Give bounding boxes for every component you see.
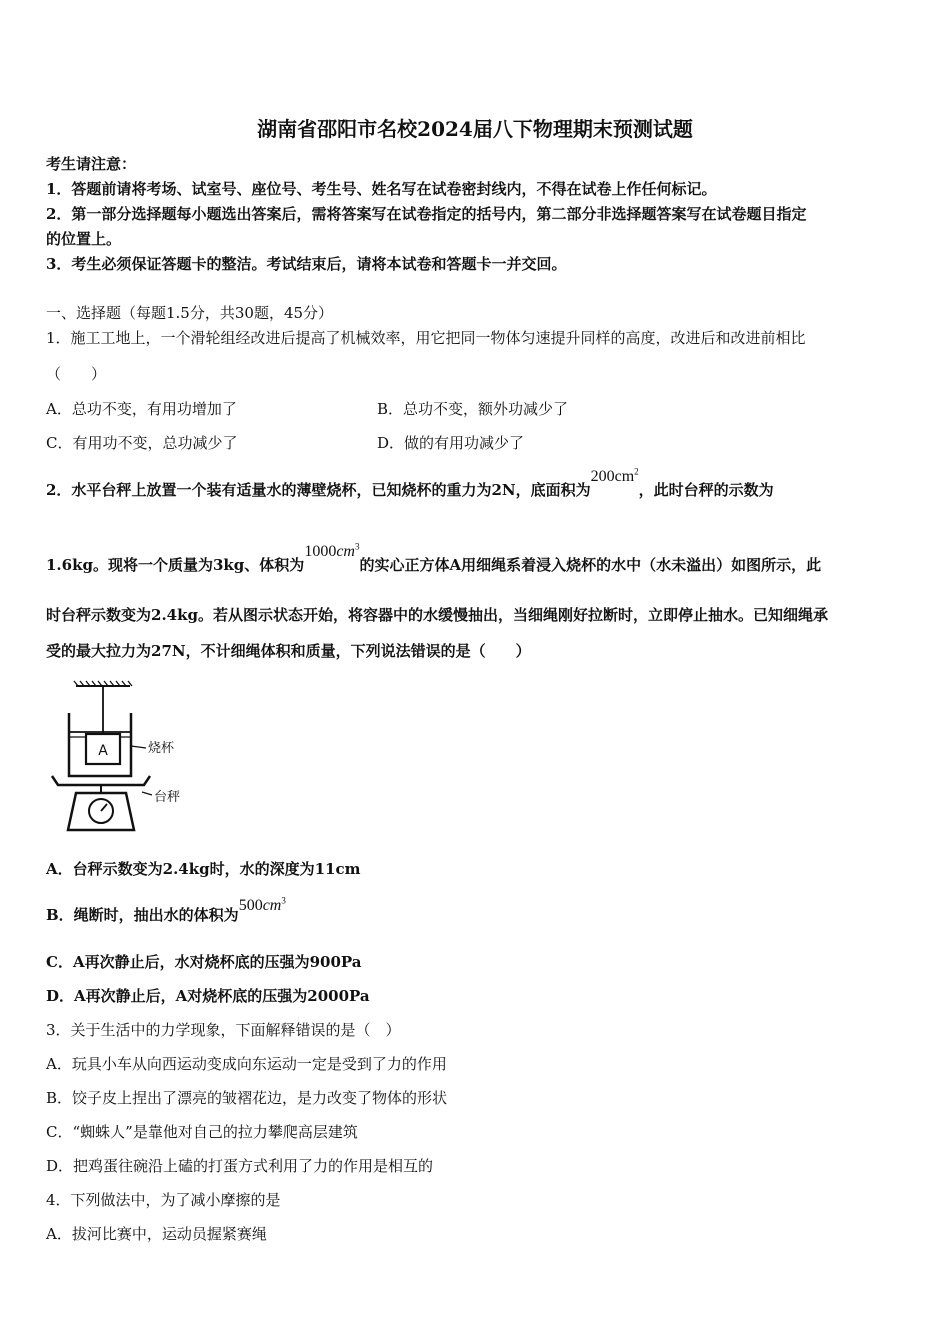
page-title: 湖南省邵阳市名校2024届八下物理期末预测试题 [257, 117, 693, 141]
question-2-line-4: 受的最大拉力为27N，不计细绳体积和质量，下列说法错误的是（ ） [46, 642, 531, 660]
section-heading: 一、选择题（每题1.5分，共30题，45分） [46, 304, 334, 322]
extracted-volume-value: 500 [238, 897, 263, 914]
notice-heading: 考生请注意： [46, 155, 137, 173]
question-3-stem: 3．关于生活中的力学现象，下面解释错误的是（ ） [46, 1021, 401, 1039]
question-3-option-b[interactable]: B．饺子皮上捏出了漂亮的皱褶花边，是力改变了物体的形状 [46, 1089, 448, 1107]
question-4-option-a[interactable]: A．拔河比赛中，运动员握紧赛绳 [46, 1225, 267, 1243]
question-3-option-a[interactable]: A．玩具小车从向西运动变成向东运动一定是受到了力的作用 [46, 1055, 447, 1073]
question-1-stem: 1．施工工地上，一个滑轮组经改进后提高了机械效率，用它把同一物体匀速提升同样的高度，改进后和改进前相比 [46, 329, 806, 347]
question-2-line-2 [46, 541, 822, 575]
question-1-bracket: （ ） [46, 365, 107, 383]
question-1-option-a[interactable]: A．总功不变，有用功增加了 [46, 400, 237, 418]
question-2-line-1 [46, 466, 774, 500]
block-a-label: A [98, 743, 108, 759]
volume-math [304, 543, 359, 560]
notice-item: 3．考生必须保证答题卡的整洁。考试结束后，请将本试卷和答题卡一并交回。 [46, 255, 567, 273]
notice-item: 1．答题前请将考场、试室号、座位号、考生号、姓名写在试卷密封线内，不得在试卷上作任何标记。 [46, 180, 717, 198]
question-3-option-d[interactable]: D．把鸡蛋往碗沿上磕的打蛋方式利用了力的作用是相互的 [46, 1157, 434, 1175]
question-2-text: ，此时台秤的示数为 [638, 481, 774, 499]
question-3-option-c[interactable]: C．“蜘蛛人”是靠他对自己的拉力攀爬高层建筑 [46, 1123, 358, 1141]
question-2-option-d[interactable]: D．A再次静止后，A对烧杯底的压强为2000Pa [46, 987, 370, 1005]
notice-item: 2．第一部分选择题每小题选出答案后，需将答案写在试卷指定的括号内，第二部分非选择题答案写在试卷题目指定 [46, 205, 807, 223]
question-2-option-b[interactable] [46, 895, 286, 925]
question-2-option-c[interactable]: C．A再次静止后，水对烧杯底的压强为900Pa [46, 953, 362, 971]
question-2-text: 2．水平台秤上放置一个装有适量水的薄壁烧杯，已知烧杯的重力为2N，底面积为 [46, 481, 591, 499]
question-2-option-a[interactable]: A．台秤示数变为2.4kg时，水的深度为11cm [46, 860, 361, 878]
question-4-stem: 4．下列做法中，为了减小摩擦的是 [46, 1191, 281, 1209]
question-2-text: 的实心正方体A用细绳系着浸入烧杯的水中（水未溢出）如图所示，此 [359, 556, 822, 574]
area-math [591, 468, 639, 485]
ceiling-support [74, 681, 132, 686]
extracted-volume-exponent: 3 [281, 895, 286, 906]
scale-needle [101, 804, 107, 811]
scale-leader-line [142, 792, 152, 795]
scale-pan [52, 776, 150, 785]
question-1-option-c[interactable]: C．有用功不变，总功减少了 [46, 434, 238, 452]
question-2-line-3: 时台秤示数变为2.4kg。若从图示状态开始，将容器中的水缓慢抽出，当细绳刚好拉断时，立即停止抽水。已知细绳承 [46, 606, 828, 624]
volume-exponent: 3 [354, 541, 360, 552]
notice-item: 的位置上。 [46, 230, 122, 248]
question-1-option-b[interactable]: B．总功不变，额外功减少了 [377, 400, 569, 418]
volume-unit: cm [336, 543, 355, 560]
area-exponent: 2 [634, 466, 639, 477]
beaker-on-scale-figure [46, 680, 196, 835]
beaker-leader-line [131, 746, 146, 748]
extracted-volume-unit: cm [262, 897, 282, 914]
beaker-label: 烧杯 [148, 741, 175, 756]
question-1-option-d[interactable]: D．做的有用功减少了 [377, 434, 525, 452]
extracted-volume-math [239, 897, 286, 914]
question-2-option-b-text: B．绳断时，抽出水的体积为 [46, 906, 239, 924]
scale-label: 台秤 [154, 790, 181, 805]
question-2-text: 1.6kg。现将一个质量为3kg、体积为 [46, 556, 305, 574]
area-value: 200cm [590, 468, 635, 485]
volume-value: 1000 [304, 543, 337, 560]
